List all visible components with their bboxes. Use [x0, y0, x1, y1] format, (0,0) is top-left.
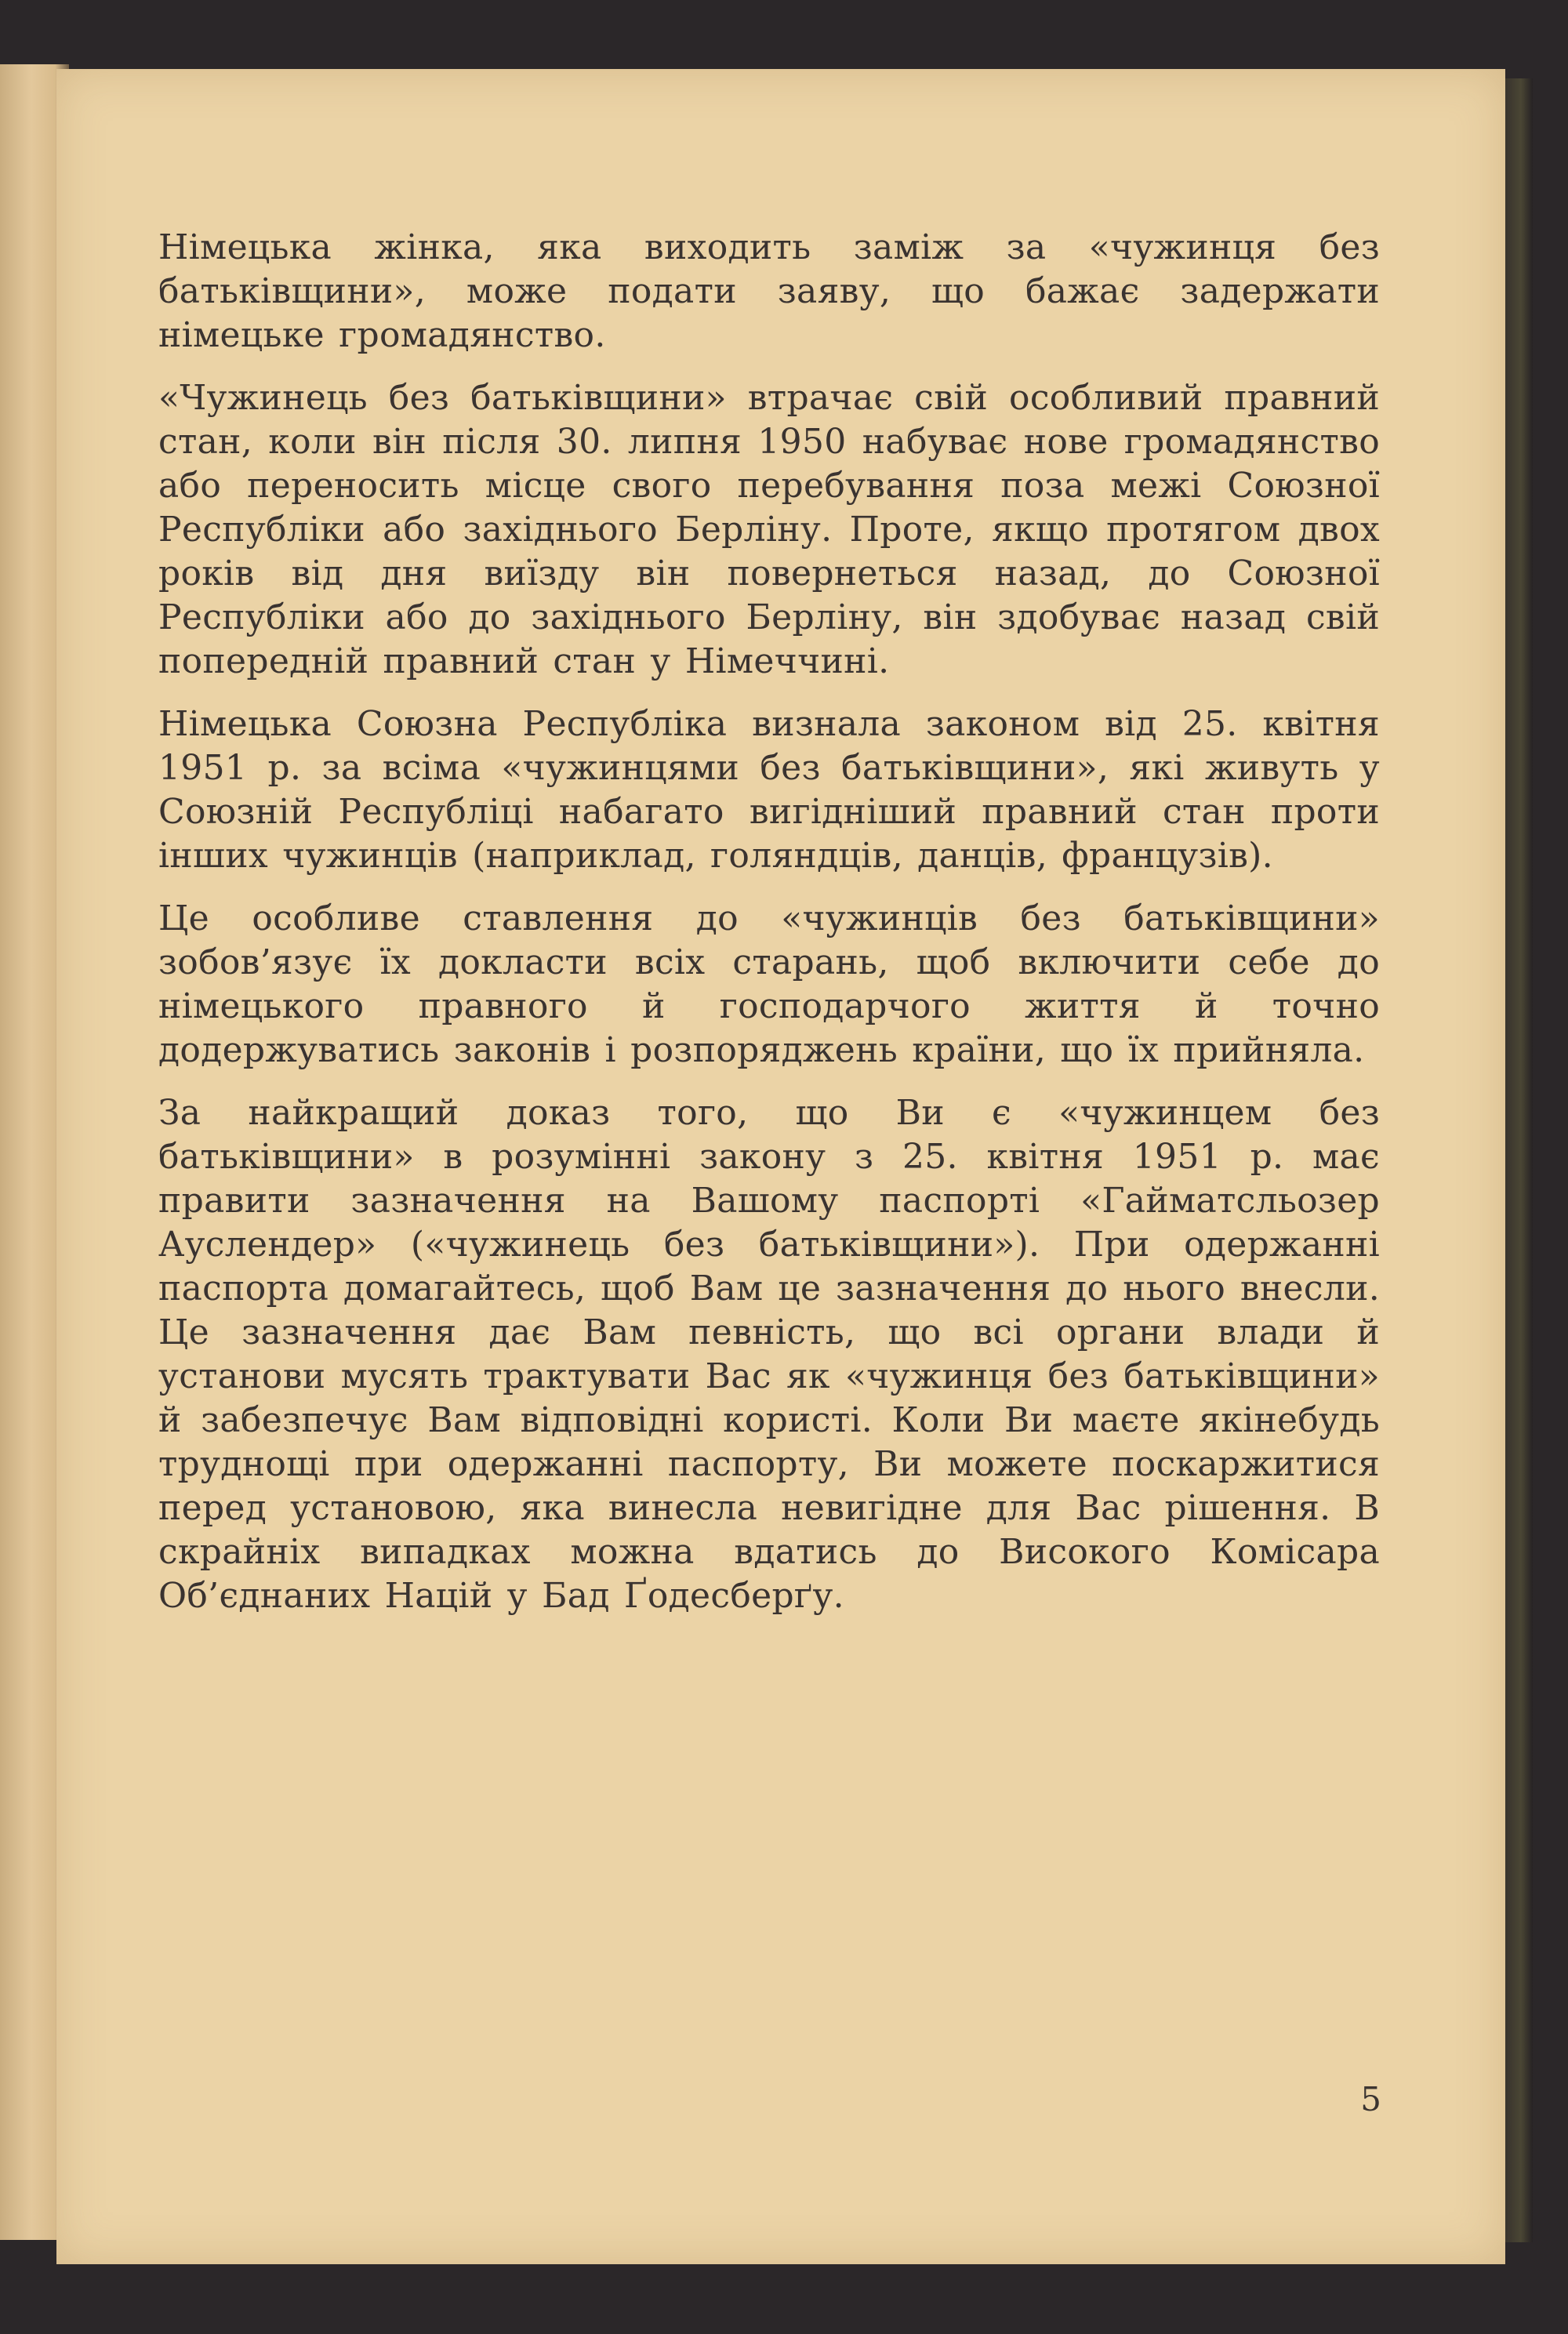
page-sheet — [56, 69, 1505, 2264]
paragraph-5: За найкращий доказ того, що Ви є «чужинцем без батьківщини» в розумінні закону з 25. квітня 1951 р. має правити зазначення на Вашому паспорті «Гайматсльозер Ауслендер» («чужинець без батьківщини»). При одержанні паспорта домагайтесь, щоб Вам це зазначення до нього внесли. Це зазначення дає Вам певність, що всі органи влади й установи мусять трактувати Вас як «чужинця без батьківщини» й забезпечує Вам відповідні користі. Коли Ви маєте якінебудь труднощі при одержанні паспорту, Ви можете поскаржитися перед установою, яка винесла невигідне для Вас рішення. В скрайніх випадках можна вдатись до Високого Комісара Об’єднаних Націй у Бад Ґодесберґу. — [158, 1093, 1380, 1616]
paragraph-4: Це особливе ставлення до «чужинців без батьківщини» зобов’язує їх докласти всіх старань, щоб включити себе до німецького правного й господарчого життя й точно додержуватись законів і розпоряджень країни, що їх прийняла. — [158, 898, 1380, 1070]
paragraph-1: Німецька жінка, яка виходить заміж за «чужинця без батьківщини», може подати заяву, що бажає задержати німецьке громадянство. — [158, 227, 1380, 355]
body-text — [158, 226, 1380, 1637]
paragraph-2: «Чужинець без батьківщини» втрачає свій особливий правний стан, коли він після 30. липня 1950 набуває нове громадянство або переносить місце свого перебування поза межі Союзної Республіки або західнього Берліну. Проте, якщо протягом двох років від дня виїзду він повернеться назад, до Союзної Республіки або до західнього Берліну, він здобуває назад свій попередній правний стан у Німеччині. — [158, 378, 1380, 681]
paragraph-3: Німецька Союзна Республіка визнала законом від 25. квітня 1951 р. за всіма «чужинцями без батьківщини», які живуть у Союзній Республіці набагато вигідніший правний стан проти інших чужинців (наприклад, голяндців, данців, французів). — [158, 704, 1380, 876]
page-number: 5 — [1360, 2080, 1381, 2118]
